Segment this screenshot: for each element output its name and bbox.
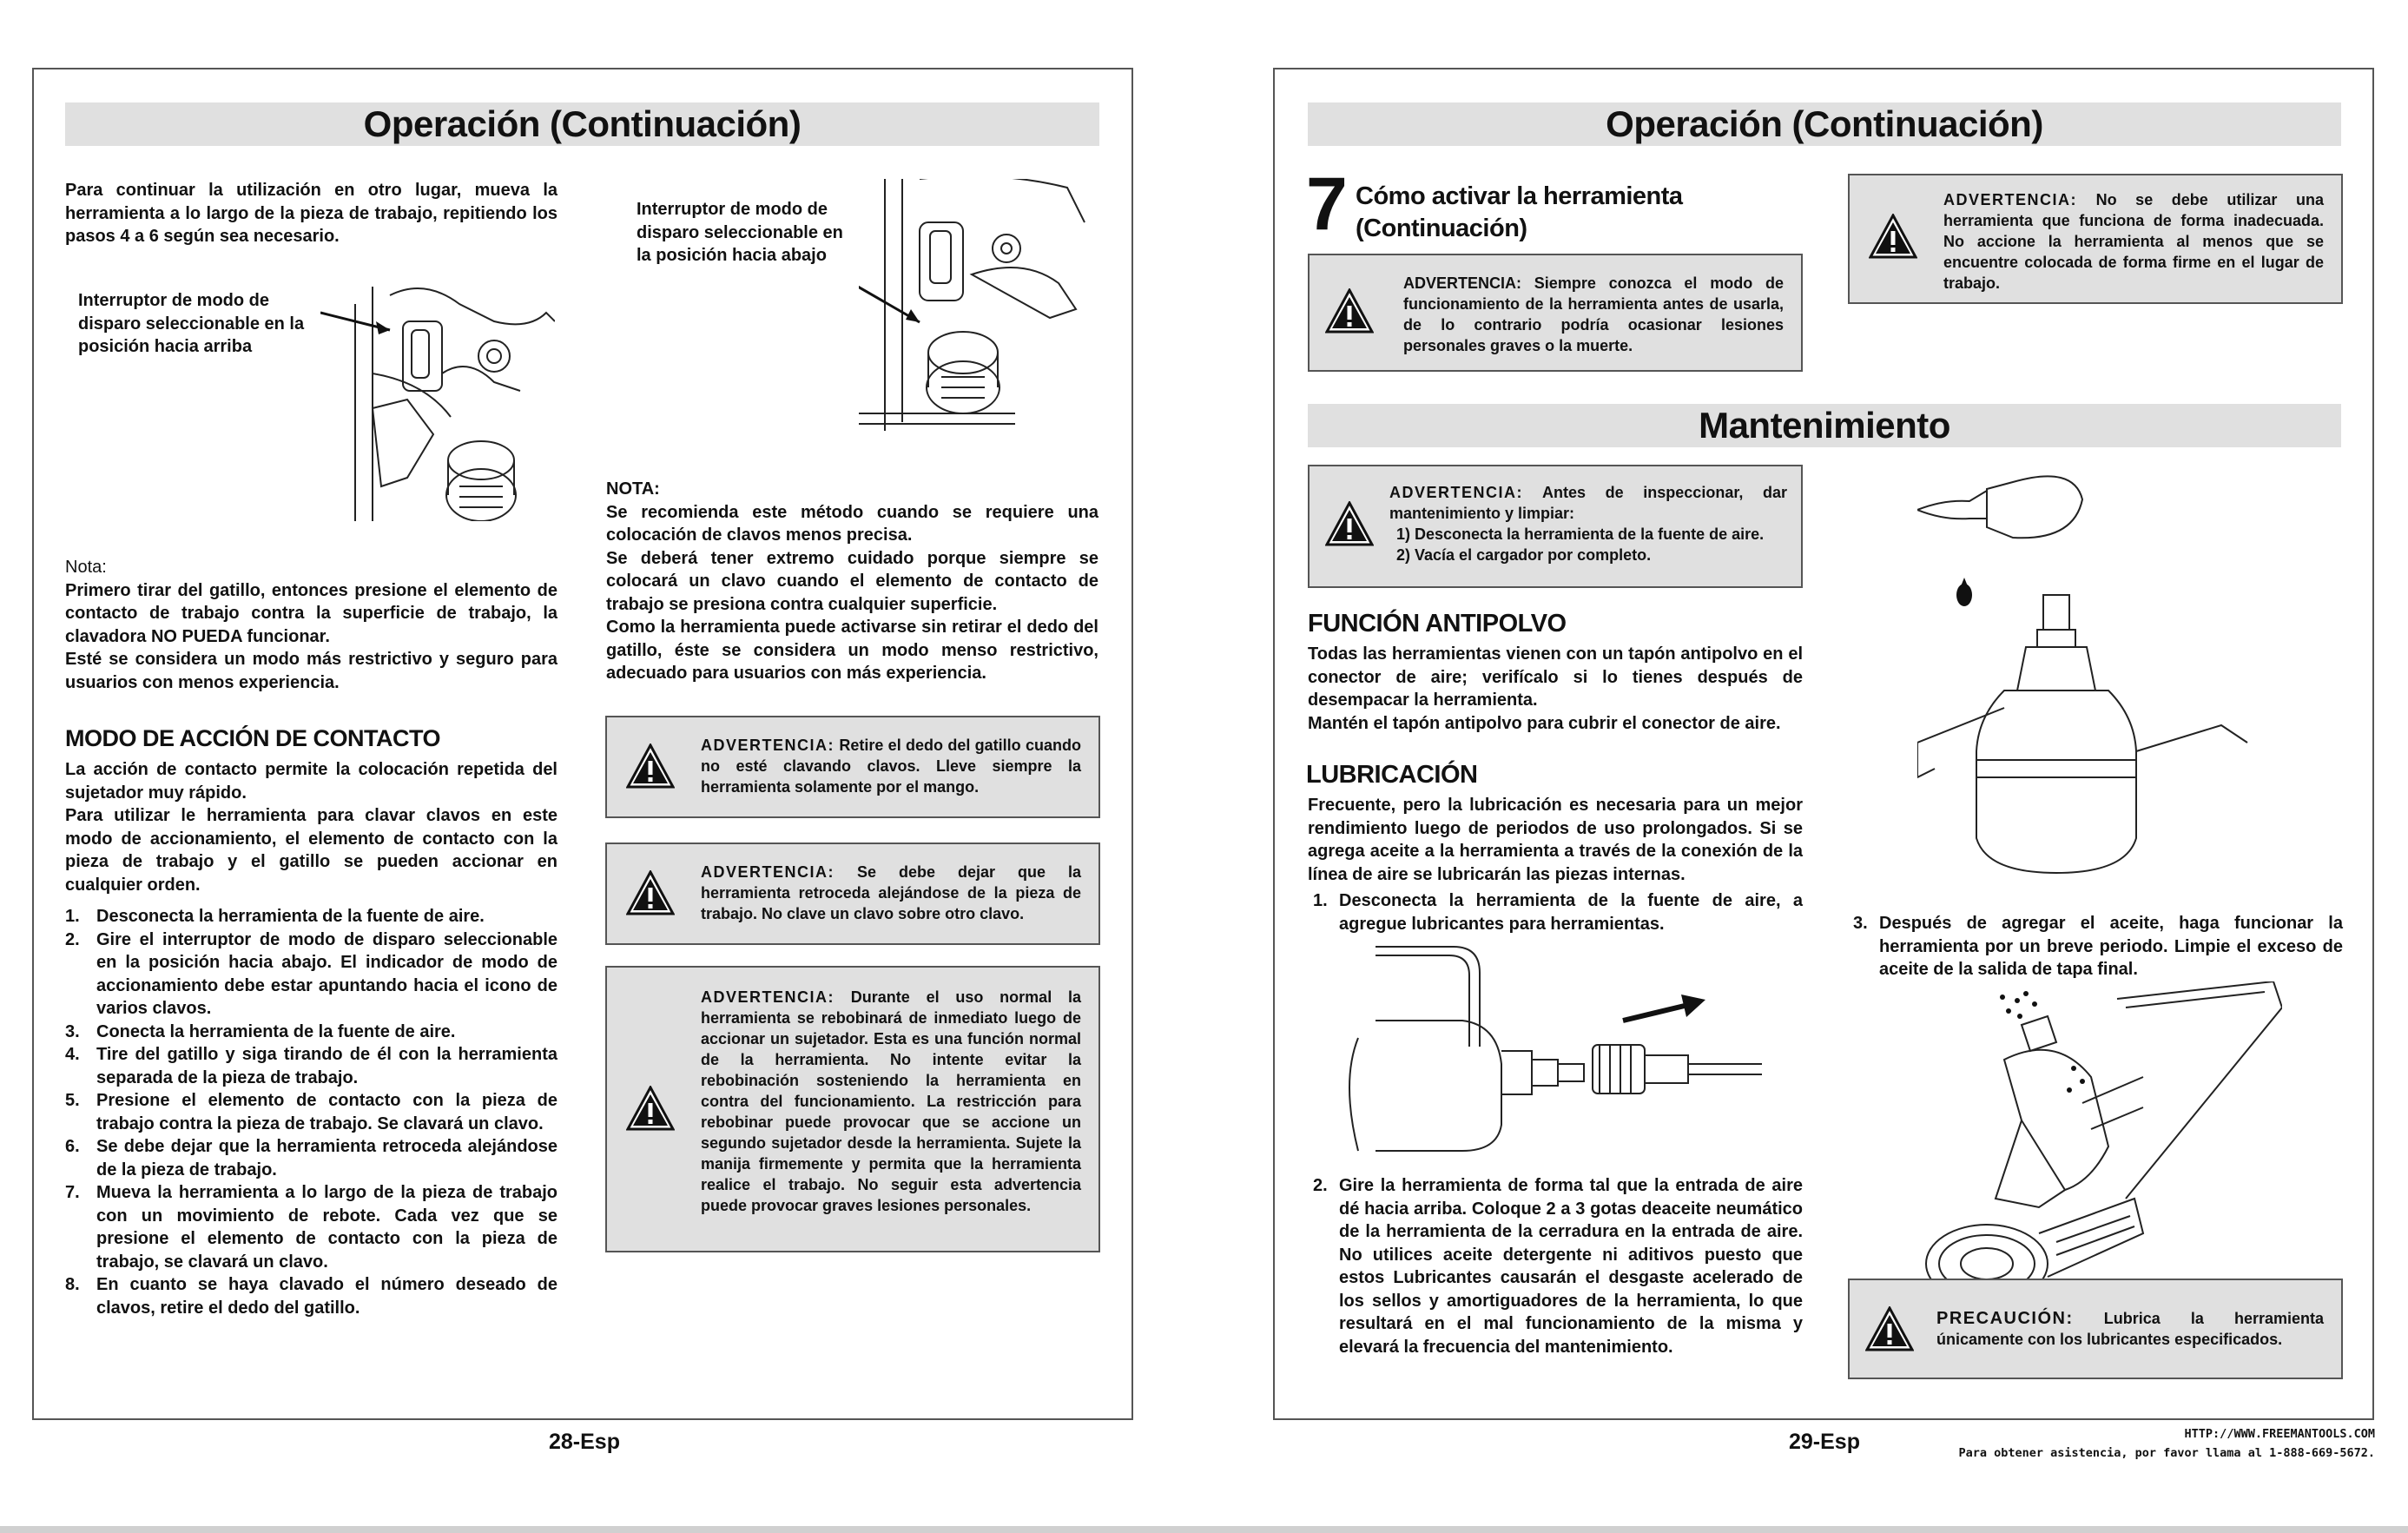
list-item: [1308, 1174, 1803, 1358]
nailer-illustration-mode-up: [320, 269, 555, 521]
list-item: [65, 1273, 557, 1319]
warning-box: [1848, 174, 2343, 304]
warning-box: [605, 966, 1100, 1252]
warning-text: [701, 987, 1081, 1216]
step-number: 3.: [65, 1021, 80, 1041]
nota2-block: [606, 478, 1098, 685]
step-text: Conecta la herramienta de la fuente de aire.: [96, 1021, 456, 1041]
warning-triangle-icon: [1865, 1306, 1914, 1351]
warning-box: [1308, 254, 1803, 372]
warning-keyword: ADVERTENCIA:: [1389, 484, 1524, 501]
step-text: Presione el elemento de contacto con la pieza de trabajo contra la pieza de trabajo. Se clavará un clavo.: [96, 1091, 557, 1133]
website-link[interactable]: HTTP://WWW.FREEMANTOOLS.COM: [2184, 1427, 2375, 1441]
list-item: [1848, 912, 2343, 981]
step-text: Gire la herramienta de forma tal que la entrada de aire dé hacia arriba. Coloque 2 a 3 gotas deaceite neumático de la herramienta de la cerradura en la entrada de aire. No utilices aceite detergente ni aditivos puesto que estos Lubricantes causarán el desgaste acelerado de los sellos y amortiguadores de la herramienta, lo que resultará en el mal funcionamiento de la misma y elevará la frecuencia del mantenimiento.: [1339, 1176, 1803, 1357]
step-number: 1.: [65, 907, 80, 926]
list-item: [1308, 889, 1803, 935]
nota-label: Nota:: [65, 558, 107, 577]
warning-triangle-icon: [626, 870, 675, 915]
step-text: Gire el interruptor de modo de disparo seleccionable en la posición hacia abajo. El indicador de modo de accionamiento debe estar apuntando hacia el icono de varios clavos.: [96, 929, 557, 1018]
list-item: [65, 1043, 557, 1089]
step-text: En cuanto se haya clavado el número deseado de clavos, retire el dedo del gatillo.: [96, 1275, 557, 1318]
publisher-contact: [1910, 1424, 2375, 1463]
step-number: 7.: [65, 1183, 80, 1202]
page-title: Operación (Continuación): [65, 102, 1099, 146]
step-number-large: 7: [1306, 162, 1346, 246]
warning-keyword: ADVERTENCIA:: [1943, 191, 2078, 208]
warning-text: [1943, 189, 2324, 294]
step-text: Desconecta la herramienta de la fuente de aire.: [96, 907, 485, 926]
caption-mode-up: Interruptor de modo de disparo seleccionable en la posición hacia arriba: [78, 291, 305, 356]
maintenance-title: Mantenimiento: [1308, 404, 2341, 447]
warning-body: Se debe dejar que la herramienta retroceda alejándose de la pieza de trabajo. No clave un clavo sobre otro clavo.: [701, 863, 1081, 922]
warning-body: Durante el uso normal la herramienta se rebobinará de inmediato luego de accionar un sujetador. Esta es una función normal de la herramienta. No intente evitar la rebobinación sosteniendo la herramienta en contra del funcionamiento. La restricción para rebobinar puede provocar que se accione un segundo sujetador desde la herramienta. Sujete la manija firmemente y permita que la herramienta realice el trabajo. No seguir esta advertencia puede provocar graves lesiones personales.: [701, 988, 1081, 1214]
nailer-illustration-oil-exhaust: [1917, 981, 2282, 1329]
warning-keyword: ADVERTENCIA:: [701, 737, 835, 754]
warning-list-item: 2) Vacía el cargador por completo.: [1396, 546, 1652, 564]
page-number-right: 29-Esp: [1789, 1430, 1860, 1454]
warning-keyword: ADVERTENCIA:: [701, 863, 835, 881]
warning-keyword: ADVERTENCIA:: [1403, 274, 1522, 292]
step-text: Después de agregar el aceite, haga funcionar la herramienta por un breve periodo. Limpie el exceso de aceite de la salida de tapa final.: [1879, 914, 2343, 979]
lube-step-2: [1308, 1174, 1803, 1358]
dust-text: Todas las herramientas vienen con un tapón antipolvo en el conector de aire; verifícalo si lo tienes después de desempacar la herramienta. Mantén el tapón antipolvo para cubrir el conector de aire.: [1308, 644, 1803, 733]
list-item: [65, 1089, 557, 1135]
step-title: Cómo activar la herramienta (Continuación): [1356, 182, 1683, 242]
step-number: 5.: [65, 1091, 80, 1110]
caption-mode-down: Interruptor de modo de disparo seleccionable en la posición hacia abajo: [637, 200, 843, 265]
bottom-divider: [0, 1526, 2408, 1533]
contact-mode-intro: La acción de contacto permite la colocación repetida del sujetador muy rápido. Para utilizar le herramienta para clavar clavos en este modo de accionamiento, el elemento de contacto con la pieza de trabajo y el gatillo se pueden accionar en cualquier orden.: [65, 760, 557, 895]
caution-keyword: PRECAUCIÓN:: [1936, 1309, 2074, 1328]
intro-paragraph: Para continuar la utilización en otro lugar, mueva la herramienta a lo largo de la pieza de trabajo, repitiendo los pasos 4 a 6 según sea necesario.: [65, 181, 557, 246]
warning-box: [605, 716, 1100, 818]
caution-box: [1848, 1279, 2343, 1379]
contact-mode-heading: MODO DE ACCIÓN DE CONTACTO: [65, 725, 440, 751]
support-phone: Para obtener asistencia, por favor llama al 1-888-669-5672.: [1958, 1446, 2375, 1460]
warning-triangle-icon: [626, 743, 675, 789]
nota2-label: NOTA:: [606, 479, 660, 499]
list-item: [65, 928, 557, 1021]
air-fitting-icon: [1323, 942, 1766, 1168]
nota2-text: Se recomienda este método cuando se requiere una colocación de clavos menos precisa. Se deberá tener extremo cuidado porque siempre se colocará un clavo cuando el elemento de contacto de trabajo se presiona contra cualquier superficie. Como la herramienta puede activarse sin retirar el dedo del gatillo, éste se considera un modo menso restrictivo, adecuado para usuarios con más experiencia.: [606, 502, 1098, 683]
step-text: Mueva la herramienta a lo largo de la pieza de trabajo con un movimiento de rebote. Cada vez que se presione el elemento de contacto con la pieza de trabajo, se clavará un clavo.: [96, 1183, 557, 1272]
list-item: [65, 1021, 557, 1044]
warning-box: [1308, 465, 1803, 588]
warning-text: [701, 735, 1081, 797]
page-number-left: 28-Esp: [549, 1430, 620, 1454]
oil-bottle-icon: [1917, 465, 2265, 886]
dust-heading: FUNCIÓN ANTIPOLVO: [1308, 610, 1567, 638]
caution-text: [1936, 1308, 2324, 1350]
warning-keyword: ADVERTENCIA:: [701, 988, 835, 1006]
warning-body: Antes de inspeccionar, dar mantenimiento y limpiar:: [1389, 484, 1787, 522]
step-number: 6.: [65, 1137, 80, 1156]
warning-body: Retire el dedo del gatillo cuando no esté clavando clavos. Lleve siempre la herramienta solamente por el mango.: [701, 737, 1081, 796]
step-number: 2.: [1313, 1176, 1328, 1195]
right-page: [1273, 68, 2374, 1420]
warning-triangle-icon: [1325, 501, 1374, 546]
list-item: [65, 1135, 557, 1181]
warning-triangle-icon: [1325, 288, 1374, 334]
warning-text: [1389, 482, 1787, 565]
step-text: Desconecta la herramienta de la fuente de aire, a agregue lubricantes para herramientas.: [1339, 891, 1803, 934]
warning-text: [1403, 273, 1784, 356]
warning-list-item: 1) Desconecta la herramienta de la fuente de aire.: [1396, 525, 1765, 543]
warning-triangle-icon: [1869, 214, 1917, 259]
lube-text: Frecuente, pero la lubricación es necesaria para un mejor rendimiento luego de periodos de uso prolongados. Si se agrega aceite a la herramienta a través de la conexión de la línea de aire se lubricarán las piezas internas.: [1308, 796, 1803, 884]
step-number: 3.: [1853, 914, 1868, 933]
step-number: 2.: [65, 929, 80, 949]
step-number: 1.: [1313, 891, 1328, 910]
nota-block: [65, 556, 557, 694]
contact-mode-steps: [65, 905, 557, 1319]
warning-triangle-icon: [626, 1086, 675, 1131]
page-title: Operación (Continuación): [1308, 102, 2341, 146]
list-item: [65, 1181, 557, 1273]
nota-text: Primero tirar del gatillo, entonces presione el elemento de contacto de trabajo contra la superficie de trabajo, la clavadora NO PUEDA funcionar. Esté se considera un modo más restrictivo y seguro para usuarios con menos experiencia.: [65, 580, 557, 692]
caution-body: Lubrica la herramienta únicamente con los lubricantes especificados.: [1936, 1310, 2324, 1348]
list-item: [65, 905, 557, 928]
step-number: 4.: [65, 1045, 80, 1064]
warning-body: No se debe utilizar una herramienta que funciona de forma inadecuada. No accione la herramienta al menos que se encuentre colocada de forma firme en el lugar de trabajo.: [1943, 191, 2324, 292]
warning-box: [605, 842, 1100, 945]
step-text: Tire del gatillo y siga tirando de él con la herramienta separada de la pieza de trabajo.: [96, 1045, 557, 1087]
lube-step-3: [1848, 912, 2343, 981]
lube-heading: LUBRICACIÓN: [1306, 761, 1478, 789]
step-number: 8.: [65, 1275, 80, 1294]
warning-body: Siempre conozca el modo de funcionamiento de la herramienta antes de usarla, de lo contrario podría ocasionar lesiones personales graves o la muerte.: [1403, 274, 1784, 354]
step-text: Se debe dejar que la herramienta retroceda alejándose de la pieza de trabajo.: [96, 1137, 557, 1179]
left-page: [32, 68, 1133, 1420]
warning-text: [701, 862, 1081, 924]
nailer-illustration-mode-down: [859, 179, 1111, 431]
lube-step-1: [1308, 889, 1803, 935]
